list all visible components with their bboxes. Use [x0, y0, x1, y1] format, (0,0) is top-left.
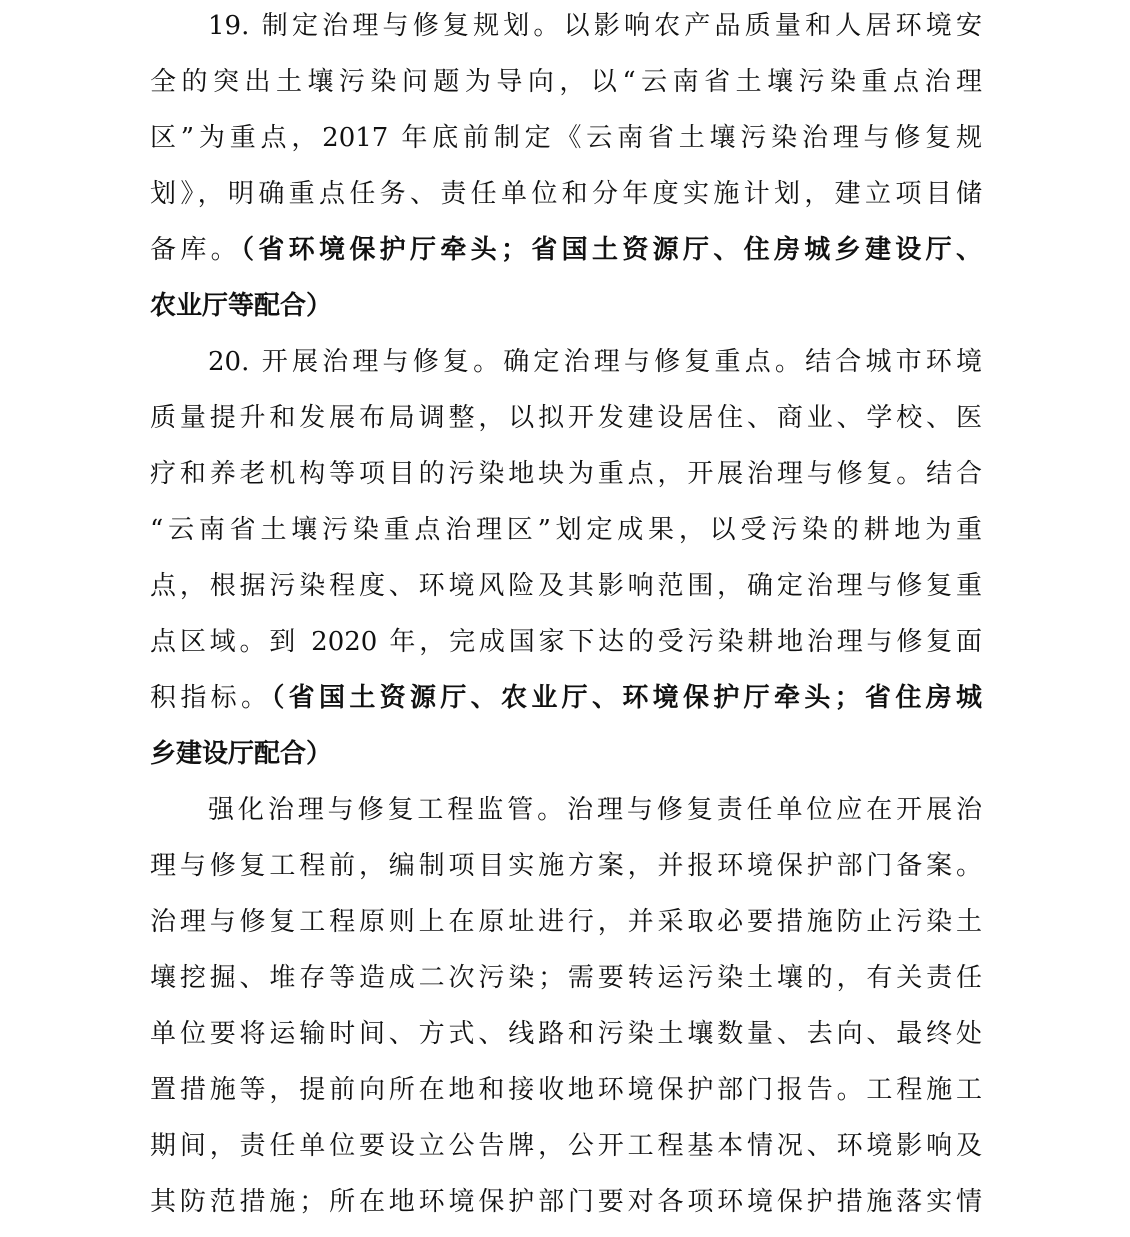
paragraph-1-line-1: [208, 6, 982, 46]
responsible-departments-text: （省环境保护厅牵头；省国土资源厅、住房城乡建设厅、: [241, 235, 982, 265]
body-text: 其防范措施；所在地环境保护部门要对各项环境保护措施落实情: [150, 1187, 982, 1217]
paragraph-3-line-3: [150, 902, 982, 942]
paragraph-1-line-5: [150, 230, 982, 270]
body-text: 全的突出土壤污染问题为导向，以“云南省土壤污染重点治理: [150, 67, 982, 97]
paragraph-3-line-2: [150, 846, 982, 886]
body-text: 点区域。到 2020 年，完成国家下达的受污染耕地治理与修复面: [150, 627, 982, 657]
paragraph-2-line-5: [150, 566, 982, 606]
paragraph-1-line-3: [150, 118, 982, 158]
paragraph-3-line-4: [150, 958, 982, 998]
body-text: 置措施等，提前向所在地和接收地环境保护部门报告。工程施工: [150, 1075, 982, 1105]
body-text: 期间，责任单位要设立公告牌，公开工程基本情况、环境影响及: [150, 1131, 982, 1161]
body-text: 强化治理与修复工程监管。治理与修复责任单位应在开展治: [208, 795, 982, 825]
paragraph-3-line-6: [150, 1070, 982, 1110]
body-text: 20. 开展治理与修复。确定治理与修复重点。结合城市环境: [208, 347, 982, 377]
responsible-departments-text: （省国土资源厅、农业厅、环境保护厅牵头；省住房城: [271, 683, 982, 713]
body-text: 划》，明确重点任务、责任单位和分年度实施计划，建立项目储: [150, 179, 982, 209]
body-text: 治理与修复工程原则上在原址进行，并采取必要措施防止污染土: [150, 907, 982, 937]
body-text: 19. 制定治理与修复规划。以影响农产品质量和人居环境安: [208, 11, 982, 41]
paragraph-1-line-4: [150, 174, 982, 214]
body-text: 积指标。: [150, 683, 272, 713]
body-text: 点，根据污染程度、环境风险及其影响范围，确定治理与修复重: [150, 571, 982, 601]
paragraph-2-line-2: [150, 398, 982, 438]
paragraph-1-line-6: [150, 286, 982, 326]
paragraph-2-line-3: [150, 454, 982, 494]
body-text: 疗和养老机构等项目的污染地块为重点，开展治理与修复。结合: [150, 459, 982, 489]
responsible-departments-text: 农业厅等配合）: [150, 291, 333, 321]
body-text: 备库。: [150, 235, 241, 265]
body-text: 质量提升和发展布局调整，以拟开发建设居住、商业、学校、医: [150, 403, 982, 433]
paragraph-3-line-1: [208, 790, 982, 830]
body-text: “云南省土壤污染重点治理区”划定成果，以受污染的耕地为重: [150, 515, 982, 545]
paragraph-2-line-4: [150, 510, 982, 550]
paragraph-2-line-8: [150, 734, 982, 774]
body-text: 区”为重点，2017 年底前制定《云南省土壤污染治理与修复规: [150, 123, 982, 153]
body-text: 理与修复工程前，编制项目实施方案，并报环境保护部门备案。: [150, 851, 982, 881]
paragraph-2-line-6: [150, 622, 982, 662]
document-page: [150, 0, 982, 1237]
paragraph-2-line-7: [150, 678, 982, 718]
body-text: 单位要将运输时间、方式、线路和污染土壤数量、去向、最终处: [150, 1019, 982, 1049]
paragraph-3-line-5: [150, 1014, 982, 1054]
responsible-departments-text: 乡建设厅配合）: [150, 739, 333, 769]
body-text: 壤挖掘、堆存等造成二次污染；需要转运污染土壤的，有关责任: [150, 963, 982, 993]
paragraph-3-line-8: [150, 1182, 982, 1222]
paragraph-3-line-7: [150, 1126, 982, 1166]
paragraph-2-line-1: [208, 342, 982, 382]
paragraph-1-line-2: [150, 62, 982, 102]
